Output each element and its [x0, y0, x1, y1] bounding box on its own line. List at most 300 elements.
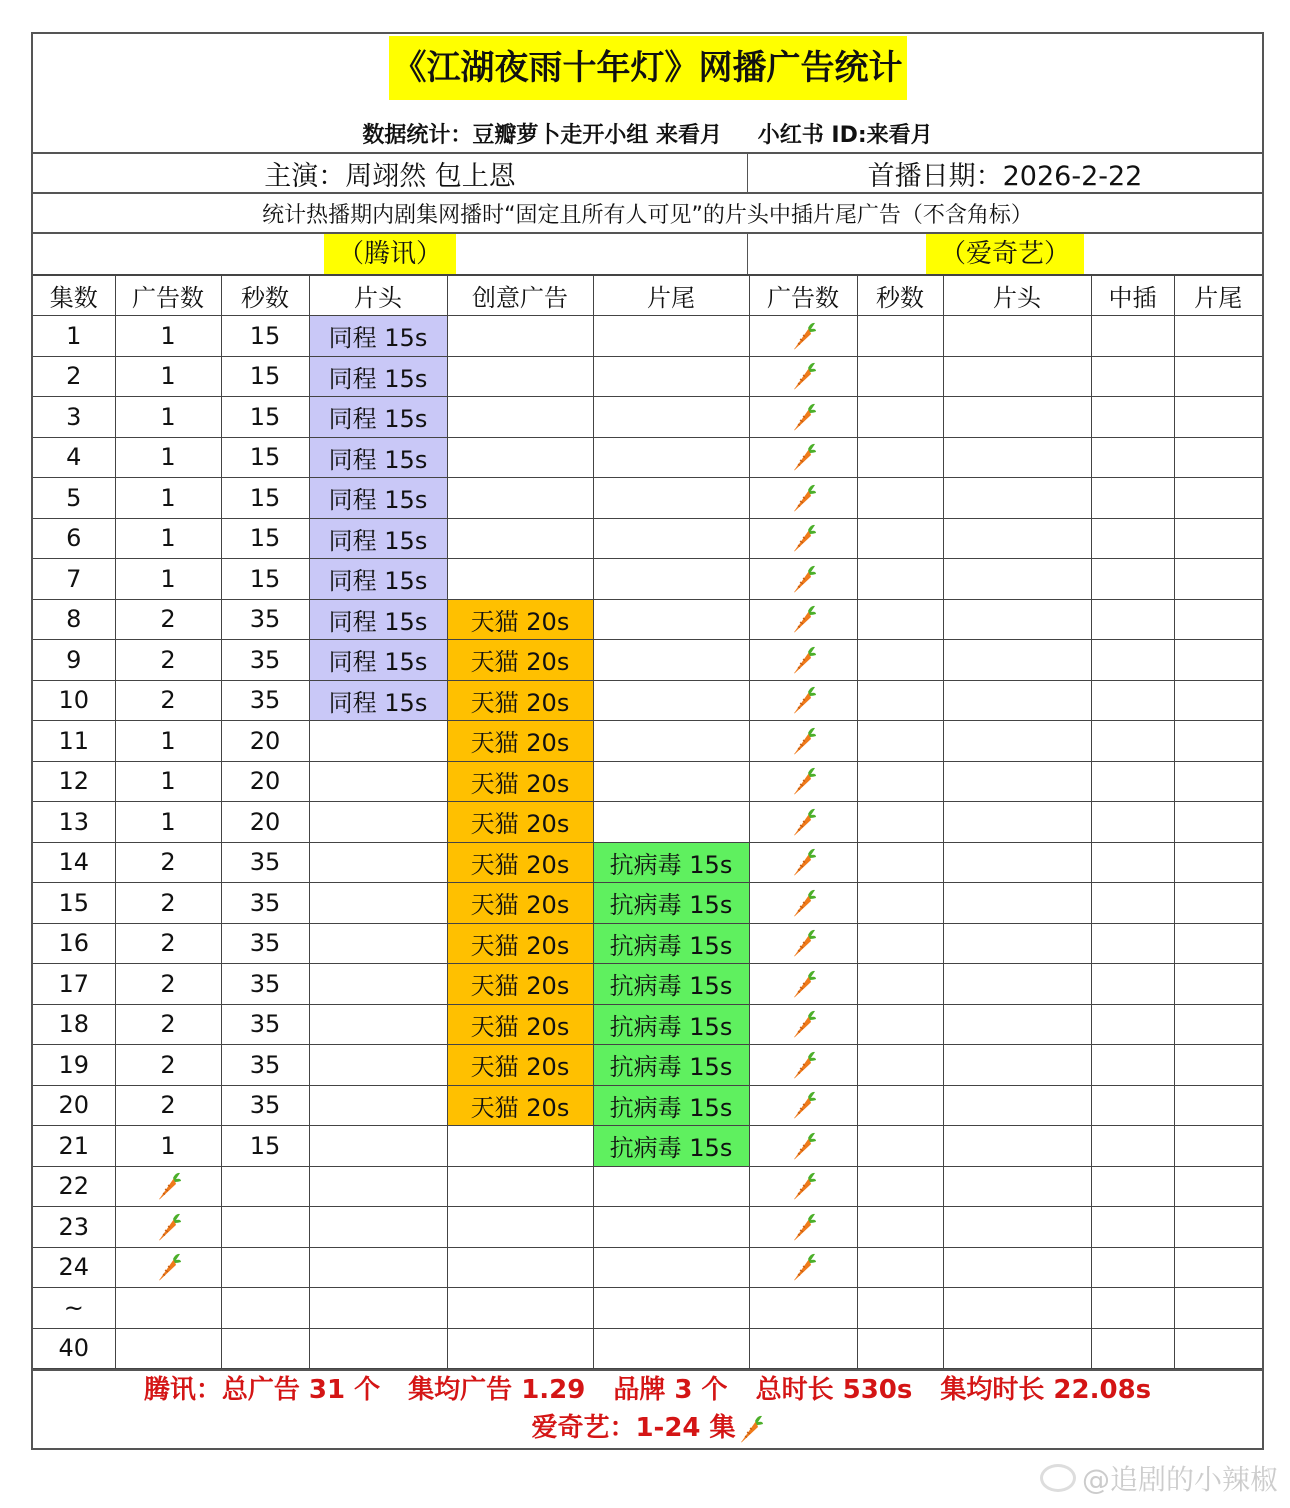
cell-ep: 23: [33, 1207, 115, 1248]
cell-count: 2: [115, 1085, 221, 1126]
cell-secs: [221, 1328, 309, 1369]
cell-head: 同程 15s: [309, 599, 447, 640]
carrot-icon: [736, 1413, 764, 1443]
cell-empty: [1174, 964, 1262, 1005]
cell-ep: 1: [33, 316, 115, 357]
cell-creative: [447, 478, 593, 519]
table-row: [33, 680, 1262, 721]
cell-empty: [857, 518, 943, 559]
cell-head: 同程 15s: [309, 356, 447, 397]
carrot-icon: [789, 1170, 817, 1202]
table-row: [33, 518, 1262, 559]
cell-empty: [1174, 1247, 1262, 1288]
cell-iq: [749, 761, 857, 802]
cell-empty: [1091, 397, 1174, 438]
title-section: [33, 34, 1262, 154]
cell-empty: [1174, 802, 1262, 843]
cell-ep: 7: [33, 559, 115, 600]
carrot-icon: [789, 603, 817, 635]
cell-ep: 18: [33, 1004, 115, 1045]
cell-empty: [1091, 1207, 1174, 1248]
cell-tail: [593, 721, 749, 762]
cell-empty: [1091, 1085, 1174, 1126]
cell-empty: [857, 478, 943, 519]
cell-ep: 13: [33, 802, 115, 843]
cell-secs: 20: [221, 761, 309, 802]
avg-ads: 集均广告 1.29: [408, 1375, 586, 1405]
cell-empty: [943, 923, 1091, 964]
cell-secs: 15: [221, 518, 309, 559]
cell-tail: 抗病毒 15s: [593, 842, 749, 883]
cell-creative: 天猫 20s: [447, 721, 593, 762]
cell-count: 1: [115, 518, 221, 559]
cell-head: [309, 1166, 447, 1207]
table-row: [33, 1328, 1262, 1369]
cell-ep: 6: [33, 518, 115, 559]
cell-count: 1: [115, 397, 221, 438]
cell-count: 2: [115, 1004, 221, 1045]
summary-footer: [33, 1369, 1262, 1448]
cell-tail: 抗病毒 15s: [593, 1004, 749, 1045]
platform-iqiyi: （爱奇艺）: [926, 234, 1084, 274]
cell-secs: 35: [221, 599, 309, 640]
cell-head: 同程 15s: [309, 437, 447, 478]
cell-empty: [857, 559, 943, 600]
cell-empty: [943, 437, 1091, 478]
cell-iq: [749, 478, 857, 519]
cell-empty: [1174, 842, 1262, 883]
cell-count: 1: [115, 478, 221, 519]
cell-ep: 9: [33, 640, 115, 681]
cell-head: [309, 883, 447, 924]
cell-empty: [943, 721, 1091, 762]
cell-secs: 35: [221, 964, 309, 1005]
cell-empty: [1174, 721, 1262, 762]
cell-creative: 天猫 20s: [447, 883, 593, 924]
table-row: [33, 599, 1262, 640]
cell-head: [309, 1247, 447, 1288]
cell-count: 2: [115, 680, 221, 721]
cell-empty: [857, 356, 943, 397]
total-time: 总时长 530s: [755, 1375, 913, 1405]
cast-label: 主演：周翊然 包上恩: [33, 154, 748, 192]
cell-empty: [943, 842, 1091, 883]
cell-iq: [749, 923, 857, 964]
cell-empty: [857, 721, 943, 762]
cell-empty: [857, 883, 943, 924]
cell-ep: ~: [33, 1288, 115, 1329]
cell-empty: [1091, 842, 1174, 883]
cell-empty: [857, 1004, 943, 1045]
cell-iq: [749, 842, 857, 883]
cell-head: [309, 1207, 447, 1248]
table-row: [33, 802, 1262, 843]
cell-ep: 2: [33, 356, 115, 397]
table-row: [33, 721, 1262, 762]
table-row: [33, 559, 1262, 600]
column-header: 创意广告: [447, 276, 593, 316]
cell-empty: [943, 356, 1091, 397]
iqiyi-summary: [531, 1409, 763, 1447]
cell-head: [309, 923, 447, 964]
cell-creative: 天猫 20s: [447, 680, 593, 721]
cell-ep: 8: [33, 599, 115, 640]
cell-empty: [1091, 518, 1174, 559]
cell-head: [309, 1045, 447, 1086]
premiere-date: 首播日期：2026-2-22: [867, 160, 1143, 192]
page-title: 《江湖夜雨十年灯》网播广告统计: [389, 36, 907, 100]
cell-empty: [1091, 964, 1174, 1005]
iqiyi-summary-text: 爱奇艺：1-24 集: [531, 1413, 736, 1443]
cell-tail: [593, 356, 749, 397]
cell-count: 2: [115, 883, 221, 924]
cell-empty: [857, 842, 943, 883]
column-header: 秒数: [857, 276, 943, 316]
cell-iq: [749, 802, 857, 843]
cell-head: 同程 15s: [309, 559, 447, 600]
watermark: [1040, 1458, 1278, 1498]
cell-empty: [1174, 761, 1262, 802]
cell-empty: [1174, 356, 1262, 397]
column-header: 片头: [309, 276, 447, 316]
cell-count: 1: [115, 559, 221, 600]
cell-creative: 天猫 20s: [447, 964, 593, 1005]
carrot-icon: [789, 563, 817, 595]
cell-head: 同程 15s: [309, 397, 447, 438]
cell-iq: [749, 1247, 857, 1288]
cell-empty: [857, 1288, 943, 1329]
cell-count: 2: [115, 1045, 221, 1086]
cell-creative: 天猫 20s: [447, 599, 593, 640]
cell-creative: 天猫 20s: [447, 923, 593, 964]
cell-empty: [943, 964, 1091, 1005]
cell-count: 1: [115, 437, 221, 478]
cell-secs: 35: [221, 842, 309, 883]
cell-ep: 20: [33, 1085, 115, 1126]
cell-empty: [943, 478, 1091, 519]
cell-secs: 20: [221, 721, 309, 762]
cell-empty: [1091, 599, 1174, 640]
cell-empty: [1174, 1166, 1262, 1207]
carrot-icon: [789, 522, 817, 554]
table-row: [33, 923, 1262, 964]
cell-secs: 15: [221, 437, 309, 478]
cell-creative: 天猫 20s: [447, 842, 593, 883]
cell-creative: [447, 1207, 593, 1248]
cell-iq: [749, 559, 857, 600]
carrot-icon: [789, 360, 817, 392]
cell-secs: 15: [221, 559, 309, 600]
carrot-icon: [789, 1049, 817, 1081]
cell-head: 同程 15s: [309, 316, 447, 357]
cell-tail: [593, 437, 749, 478]
cell-tail: [593, 599, 749, 640]
cell-secs: 35: [221, 1004, 309, 1045]
cell-head: 同程 15s: [309, 478, 447, 519]
cell-secs: [221, 1166, 309, 1207]
cell-count: 2: [115, 964, 221, 1005]
cell-creative: [447, 437, 593, 478]
cell-empty: [1091, 721, 1174, 762]
cell-empty: [1091, 923, 1174, 964]
cell-empty: [943, 559, 1091, 600]
column-headers: [33, 276, 1262, 316]
cell-empty: [1091, 437, 1174, 478]
cell-empty: [857, 680, 943, 721]
cell-secs: 15: [221, 356, 309, 397]
table-row: [33, 761, 1262, 802]
cell-iq: [749, 599, 857, 640]
carrot-icon: [154, 1251, 182, 1283]
cell-count: 2: [115, 842, 221, 883]
cell-empty: [943, 761, 1091, 802]
cell-ep: 10: [33, 680, 115, 721]
cell-secs: [221, 1288, 309, 1329]
cell-secs: [221, 1247, 309, 1288]
cell-head: [309, 721, 447, 762]
cast-row: [33, 154, 1262, 194]
cell-creative: 天猫 20s: [447, 1045, 593, 1086]
table-row: [33, 1166, 1262, 1207]
cell-iq: [749, 1045, 857, 1086]
cell-empty: [857, 923, 943, 964]
cell-iq: [749, 356, 857, 397]
cell-creative: 天猫 20s: [447, 802, 593, 843]
cell-empty: [857, 1166, 943, 1207]
column-header: 片尾: [593, 276, 749, 316]
cell-empty: [1174, 1288, 1262, 1329]
cell-iq: [749, 518, 857, 559]
cell-creative: 天猫 20s: [447, 1004, 593, 1045]
watermark-text: @追剧的小辣椒: [1081, 1463, 1278, 1496]
cell-count: 1: [115, 1126, 221, 1167]
cell-ep: 24: [33, 1247, 115, 1288]
cell-iq: [749, 640, 857, 681]
cell-ep: 17: [33, 964, 115, 1005]
cell-iq: [749, 1004, 857, 1045]
cell-empty: [943, 1328, 1091, 1369]
table-row: [33, 964, 1262, 1005]
cell-creative: [447, 1247, 593, 1288]
cell-empty: [1174, 1085, 1262, 1126]
cell-empty: [943, 1045, 1091, 1086]
table-row: [33, 397, 1262, 438]
table-row: [33, 478, 1262, 519]
platform-tencent: （腾讯）: [324, 234, 456, 274]
table-row: [33, 1207, 1262, 1248]
cell-empty: [1091, 1045, 1174, 1086]
cell-tail: [593, 761, 749, 802]
column-header: 片尾: [1174, 276, 1262, 316]
avg-time: 集均时长 22.08s: [940, 1375, 1152, 1405]
cell-count: 1: [115, 316, 221, 357]
cell-empty: [1174, 518, 1262, 559]
cell-iq: [749, 883, 857, 924]
xhs-id: 小红书 ID:来看月: [757, 123, 933, 148]
cell-secs: 15: [221, 316, 309, 357]
cell-empty: [943, 1126, 1091, 1167]
cell-tail: [593, 559, 749, 600]
cell-empty: [857, 1247, 943, 1288]
cell-empty: [857, 1126, 943, 1167]
cell-secs: 35: [221, 680, 309, 721]
cell-head: [309, 1328, 447, 1369]
cell-count: 2: [115, 599, 221, 640]
cell-ep: 15: [33, 883, 115, 924]
cell-creative: 天猫 20s: [447, 640, 593, 681]
cell-tail: [593, 802, 749, 843]
cell-head: [309, 761, 447, 802]
carrot-icon: [789, 320, 817, 352]
cell-tail: [593, 1247, 749, 1288]
cell-tail: [593, 1207, 749, 1248]
cell-empty: [1174, 883, 1262, 924]
cell-empty: [857, 761, 943, 802]
cell-empty: [943, 802, 1091, 843]
carrot-icon: [789, 1251, 817, 1283]
cell-empty: [943, 640, 1091, 681]
carrot-icon: [789, 441, 817, 473]
table-row: [33, 842, 1262, 883]
cell-secs: 15: [221, 397, 309, 438]
cell-empty: [1091, 1166, 1174, 1207]
cell-ep: 14: [33, 842, 115, 883]
cell-empty: [1091, 640, 1174, 681]
cell-empty: [857, 640, 943, 681]
cell-empty: [1174, 1207, 1262, 1248]
column-header: 中插: [1091, 276, 1174, 316]
cell-tail: [593, 397, 749, 438]
carrot-icon: [789, 765, 817, 797]
cell-empty: [1174, 680, 1262, 721]
cell-creative: [447, 1288, 593, 1329]
cell-creative: [447, 559, 593, 600]
carrot-icon: [789, 644, 817, 676]
carrot-icon: [789, 1211, 817, 1243]
cell-empty: [1091, 478, 1174, 519]
cell-count: [115, 1166, 221, 1207]
carrot-icon: [154, 1170, 182, 1202]
carrot-icon: [789, 846, 817, 878]
table-row: [33, 1085, 1262, 1126]
cell-creative: 天猫 20s: [447, 761, 593, 802]
cell-iq: [749, 1166, 857, 1207]
ad-stats-sheet: [31, 32, 1264, 1450]
cell-empty: [943, 1288, 1091, 1329]
carrot-icon: [789, 401, 817, 433]
carrot-icon: [789, 1008, 817, 1040]
cell-creative: [447, 1126, 593, 1167]
cell-empty: [857, 802, 943, 843]
cell-tail: 抗病毒 15s: [593, 1045, 749, 1086]
table-row: [33, 1004, 1262, 1045]
cell-empty: [943, 1004, 1091, 1045]
column-header: 广告数: [749, 276, 857, 316]
cell-empty: [943, 883, 1091, 924]
cell-secs: 15: [221, 478, 309, 519]
cell-empty: [857, 437, 943, 478]
cell-creative: [447, 356, 593, 397]
tencent-label: 腾讯：: [143, 1375, 222, 1405]
cell-empty: [1091, 1247, 1174, 1288]
cell-empty: [1091, 1004, 1174, 1045]
cell-empty: [1091, 883, 1174, 924]
table-row: [33, 356, 1262, 397]
cell-ep: 4: [33, 437, 115, 478]
cell-count: [115, 1328, 221, 1369]
platform-row: [33, 234, 1262, 275]
cell-count: [115, 1207, 221, 1248]
table-row: [33, 640, 1262, 681]
cell-empty: [1091, 316, 1174, 357]
carrot-icon: [789, 887, 817, 919]
cell-tail: 抗病毒 15s: [593, 1085, 749, 1126]
cell-secs: [221, 1207, 309, 1248]
cell-empty: [943, 1085, 1091, 1126]
cell-empty: [1174, 316, 1262, 357]
cell-empty: [1091, 1328, 1174, 1369]
cell-empty: [943, 1247, 1091, 1288]
cell-empty: [857, 1207, 943, 1248]
cell-count: 1: [115, 356, 221, 397]
cell-ep: 22: [33, 1166, 115, 1207]
cell-tail: 抗病毒 15s: [593, 883, 749, 924]
ad-table: [33, 275, 1262, 1369]
cell-secs: 35: [221, 883, 309, 924]
cell-empty: [1174, 478, 1262, 519]
cell-tail: [593, 1288, 749, 1329]
cell-ep: 21: [33, 1126, 115, 1167]
table-row: [33, 316, 1262, 357]
carrot-icon: [789, 968, 817, 1000]
cell-head: [309, 1288, 447, 1329]
cell-empty: [857, 1045, 943, 1086]
cell-head: 同程 15s: [309, 680, 447, 721]
table-row: [33, 1288, 1262, 1329]
cell-head: [309, 842, 447, 883]
cell-iq: [749, 1288, 857, 1329]
cell-secs: 35: [221, 923, 309, 964]
cell-empty: [857, 1328, 943, 1369]
cell-tail: [593, 680, 749, 721]
cell-empty: [1174, 599, 1262, 640]
cell-empty: [1174, 1126, 1262, 1167]
cell-empty: [857, 316, 943, 357]
cell-head: 同程 15s: [309, 518, 447, 559]
cell-empty: [1091, 1126, 1174, 1167]
tencent-summary: [130, 1371, 1165, 1409]
cell-empty: [943, 397, 1091, 438]
carrot-icon: [154, 1211, 182, 1243]
cell-head: [309, 1126, 447, 1167]
cell-creative: 天猫 20s: [447, 1085, 593, 1126]
cell-ep: 12: [33, 761, 115, 802]
column-header: 片头: [943, 276, 1091, 316]
cell-count: [115, 1247, 221, 1288]
cell-empty: [1091, 680, 1174, 721]
cell-iq: [749, 721, 857, 762]
cell-ep: 3: [33, 397, 115, 438]
table-row: [33, 437, 1262, 478]
cell-creative: [447, 316, 593, 357]
cell-empty: [943, 680, 1091, 721]
cell-iq: [749, 964, 857, 1005]
weibo-logo-icon: [1040, 1464, 1076, 1492]
cell-secs: 35: [221, 1045, 309, 1086]
cell-empty: [1091, 802, 1174, 843]
carrot-icon: [789, 1089, 817, 1121]
cell-tail: [593, 518, 749, 559]
